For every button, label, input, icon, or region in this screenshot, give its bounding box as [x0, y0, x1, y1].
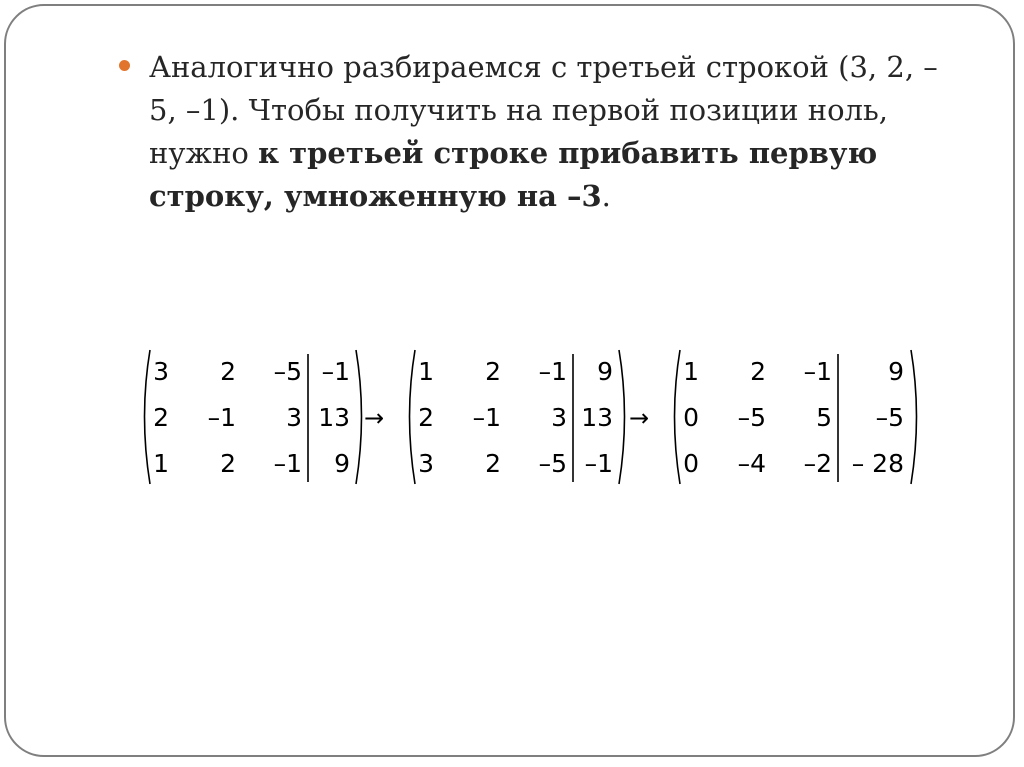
matrix-cell: –4	[737, 449, 766, 478]
matrix-cell: –1	[538, 357, 567, 386]
body-text-plain: Аналогично разбираемся с третьей строкой (3, 2, –5, –1). Чтобы получить на первой позиции ноль, нужно	[149, 50, 938, 170]
matrix-cell: 3	[153, 357, 169, 386]
matrix-rhs-cell: –1	[584, 449, 613, 478]
body-text-bold: к третьей строке прибавить первую строку, умноженную на –3	[149, 136, 878, 213]
matrix-cell: 0	[683, 403, 699, 432]
matrix-rhs-cell: 13	[581, 403, 613, 432]
matrix-right-paren	[619, 350, 625, 484]
matrix-cell: –5	[273, 357, 302, 386]
matrix-cell: 3	[551, 403, 567, 432]
matrix-cell: –1	[273, 449, 302, 478]
slide-body-text	[149, 46, 939, 218]
matrix-rhs-cell: –1	[321, 357, 350, 386]
matrix-rhs-cell: 9	[334, 449, 350, 478]
matrix-cell: 3	[286, 403, 302, 432]
matrix-cell: 1	[418, 357, 434, 386]
matrix-cell: 2	[220, 449, 236, 478]
body-text-end: .	[601, 179, 611, 213]
matrix-cell: 3	[418, 449, 434, 478]
matrix-cell: 1	[683, 357, 699, 386]
matrix-right-paren	[356, 350, 362, 484]
matrix-left-paren	[410, 350, 416, 484]
matrix-cell: 2	[418, 403, 434, 432]
matrix-cell: 2	[750, 357, 766, 386]
matrix-cell: 0	[683, 449, 699, 478]
matrix-cell: 5	[816, 403, 832, 432]
transform-arrow: →	[629, 404, 650, 432]
transform-arrow: →	[364, 404, 385, 432]
matrix-cell: 2	[153, 403, 169, 432]
matrix-cell: 2	[485, 449, 501, 478]
matrix-cell: 1	[153, 449, 169, 478]
matrix-right-paren	[911, 350, 917, 484]
bullet-icon	[119, 60, 130, 71]
matrix-left-paren	[675, 350, 681, 484]
matrix-left-paren	[145, 350, 151, 484]
matrix-cell: 2	[220, 357, 236, 386]
matrix-rhs-cell: 9	[888, 357, 904, 386]
matrix-rhs-cell: – 28	[851, 449, 904, 478]
matrix-cell: –5	[538, 449, 567, 478]
matrix-rhs-cell: 9	[597, 357, 613, 386]
augmented-matrix-transformation	[138, 346, 918, 496]
matrix-cell: –1	[207, 403, 236, 432]
matrix-cell: –1	[472, 403, 501, 432]
matrix-cell: –1	[803, 357, 832, 386]
matrix-rhs-cell: –5	[875, 403, 904, 432]
matrix-cell: 2	[485, 357, 501, 386]
matrix-cell: –5	[737, 403, 766, 432]
matrix-cell: –2	[803, 449, 832, 478]
matrix-rhs-cell: 13	[318, 403, 350, 432]
